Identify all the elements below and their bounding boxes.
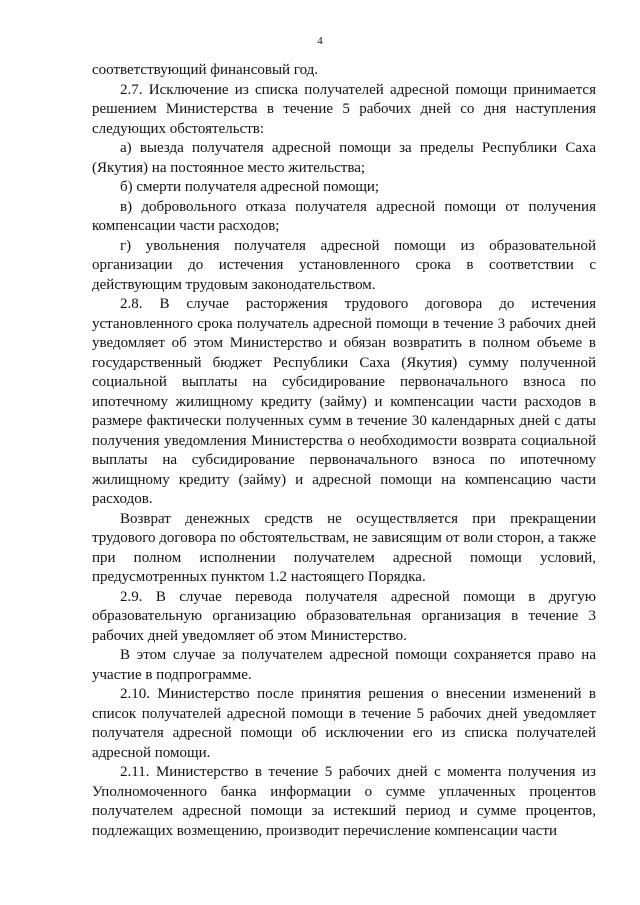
paragraph: г) увольнения получателя адресной помощи из образовательной организации до истечения установленного срока в соответствии с действующим трудовым законодательством. (92, 237, 596, 293)
paragraph: Возврат денежных средств не осуществляется при прекращении трудового договора по обстоятельствам, не зависящим от воли сторон, а также при полном исполнении получателем адресной помощи условий, предусмотренных пунктом 1.2 настоящего Порядка. (92, 510, 596, 585)
paragraph: 2.8. В случае расторжения трудового договора до истечения установленного срока получатель адресной помощи в течение 3 рабочих дней уведомляет об этом Министерство и обязан возвратить в полном объеме в государственный бюджет Республики Саха (Якутия) сумму полученной социальной выплаты на субсидирование первоначального взноса по ипотечному жилищному кредиту (займу) и компенсации части расходов в размере фактически полученных сумм в течение 30 календарных дней с даты получения уведомления Министерства о необходимости возврата социальной выплаты на субсидирование первоначального взноса по ипотечному жилищному кредиту (займу) и адресной помощи на компенсацию части расходов. (92, 296, 596, 507)
document-body (92, 61, 596, 841)
paragraph: 2.7. Исключение из списка получателей адресной помощи принимается решением Министерства в течение 5 рабочих дней со дня наступления следующих обстоятельств: (92, 81, 596, 137)
paragraph: соответствующий финансовый год. (92, 62, 319, 78)
paragraph: 2.9. В случае перевода получателя адресной помощи в другую образовательную организацию образовательная организация в течение 3 рабочих дней уведомляет об этом Министерство. (92, 588, 596, 644)
paragraph: 2.11. Министерство в течение 5 рабочих дней с момента получения из Уполномоченного банка информации о сумме уплаченных процентов получателем адресной помощи за истекший период и сумме процентов, подлежащих возмещению, производит перечисление компенсации части (92, 764, 596, 839)
page-number: 4 (317, 35, 323, 47)
paragraph: В этом случае за получателем адресной помощи сохраняется право на участие в подпрограмме. (92, 647, 596, 683)
paragraph: в) добровольного отказа получателя адресной помощи от получения компенсации части расходов; (92, 198, 596, 234)
paragraph: б) смерти получателя адресной помощи; (120, 179, 380, 195)
paragraph: а) выезда получателя адресной помощи за пределы Республики Саха (Якутия) на постоянное место жительства; (92, 140, 596, 176)
paragraph: 2.10. Министерство после принятия решения о внесении изменений в список получателей адресной помощи в течение 5 рабочих дней уведомляет получателя адресной помощи об исключении его из списка получателей адресной помощи. (92, 686, 596, 761)
